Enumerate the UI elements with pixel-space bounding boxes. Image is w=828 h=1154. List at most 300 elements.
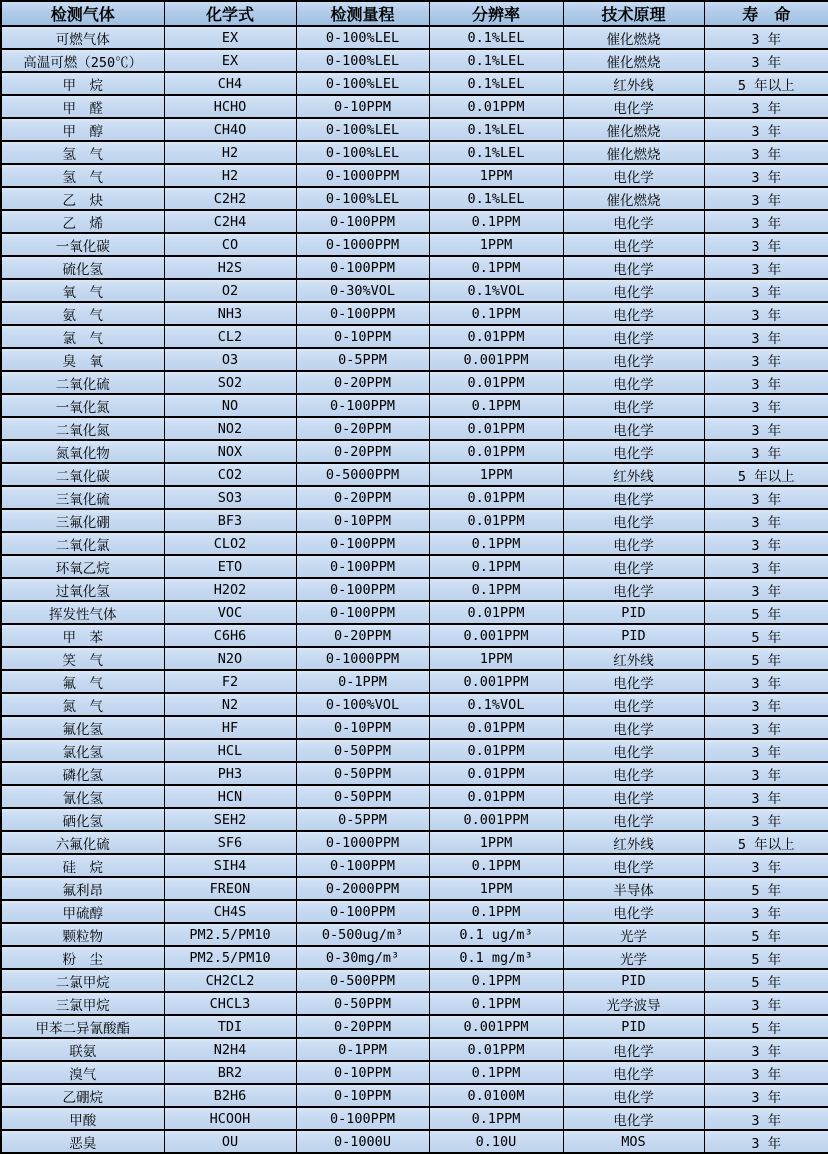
lifespan-cell: 3 年 xyxy=(704,279,828,302)
table-row xyxy=(1,647,828,670)
range-cell: 0-1000PPM xyxy=(296,647,429,670)
formula-cell: SO3 xyxy=(164,486,296,509)
table-row xyxy=(1,785,828,808)
lifespan-cell: 3 年 xyxy=(704,1038,828,1061)
range-cell: 0-1PPM xyxy=(296,670,429,693)
resolution-cell: 0.1PPM xyxy=(429,1107,563,1130)
lifespan-cell: 3 年 xyxy=(704,716,828,739)
formula-cell: HCHO xyxy=(164,95,296,118)
lifespan-cell: 5 年 xyxy=(704,647,828,670)
resolution-cell: 0.01PPM xyxy=(429,371,563,394)
formula-cell: CHCL3 xyxy=(164,992,296,1015)
gas-name-cell: 氮 气 xyxy=(1,693,164,716)
lifespan-cell: 5 年 xyxy=(704,923,828,946)
lifespan-cell: 3 年 xyxy=(704,1061,828,1084)
gas-name-cell: 乙 炔 xyxy=(1,187,164,210)
gas-name-cell: 高温可燃（250℃） xyxy=(1,49,164,72)
resolution-cell: 0.01PPM xyxy=(429,486,563,509)
range-cell: 0-50PPM xyxy=(296,739,429,762)
header-row xyxy=(1,1,828,26)
principle-cell: 半导体 xyxy=(563,877,704,900)
principle-cell: PID xyxy=(563,624,704,647)
formula-cell: C2H4 xyxy=(164,210,296,233)
resolution-cell: 1PPM xyxy=(429,463,563,486)
table-row xyxy=(1,693,828,716)
formula-cell: SF6 xyxy=(164,831,296,854)
formula-cell: HCOOH xyxy=(164,1107,296,1130)
resolution-cell: 0.1PPM xyxy=(429,532,563,555)
gas-name-cell: 磷化氢 xyxy=(1,762,164,785)
gas-name-cell: 臭 氧 xyxy=(1,348,164,371)
lifespan-cell: 5 年以上 xyxy=(704,831,828,854)
table-row xyxy=(1,532,828,555)
gas-name-cell: 氯 气 xyxy=(1,325,164,348)
gas-name-cell: 氢 气 xyxy=(1,164,164,187)
principle-cell: 电化学 xyxy=(563,164,704,187)
table-row xyxy=(1,969,828,992)
gas-name-cell: 氧 气 xyxy=(1,279,164,302)
formula-cell: N2O xyxy=(164,647,296,670)
gas-name-cell: 甲 苯 xyxy=(1,624,164,647)
resolution-cell: 0.1%VOL xyxy=(429,693,563,716)
table-row xyxy=(1,1084,828,1107)
resolution-cell: 0.1PPM xyxy=(429,992,563,1015)
gas-name-cell: 环氧乙烷 xyxy=(1,555,164,578)
principle-cell: 催化燃烧 xyxy=(563,187,704,210)
range-cell: 0-10PPM xyxy=(296,1084,429,1107)
principle-cell: 电化学 xyxy=(563,532,704,555)
range-cell: 0-50PPM xyxy=(296,992,429,1015)
formula-cell: CH2CL2 xyxy=(164,969,296,992)
principle-cell: 催化燃烧 xyxy=(563,26,704,49)
resolution-cell: 0.01PPM xyxy=(429,785,563,808)
lifespan-cell: 5 年 xyxy=(704,624,828,647)
resolution-cell: 0.1PPM xyxy=(429,555,563,578)
formula-cell: PM2.5/PM10 xyxy=(164,946,296,969)
table-row xyxy=(1,233,828,256)
range-cell: 0-50PPM xyxy=(296,785,429,808)
range-cell: 0-1000PPM xyxy=(296,233,429,256)
table-row xyxy=(1,371,828,394)
range-cell: 0-100PPM xyxy=(296,555,429,578)
gas-name-cell: 氨 气 xyxy=(1,302,164,325)
formula-cell: SIH4 xyxy=(164,854,296,877)
header-lifespan: 寿 命 xyxy=(704,1,828,26)
range-cell: 0-100PPM xyxy=(296,394,429,417)
resolution-cell: 0.1 ug/m³ xyxy=(429,923,563,946)
table-row xyxy=(1,486,828,509)
principle-cell: 电化学 xyxy=(563,210,704,233)
resolution-cell: 0.01PPM xyxy=(429,739,563,762)
range-cell: 0-1PPM xyxy=(296,1038,429,1061)
gas-name-cell: 氟化氢 xyxy=(1,716,164,739)
principle-cell: MOS xyxy=(563,1130,704,1153)
resolution-cell: 0.01PPM xyxy=(429,716,563,739)
principle-cell: 电化学 xyxy=(563,371,704,394)
range-cell: 0-30mg/m³ xyxy=(296,946,429,969)
lifespan-cell: 5 年 xyxy=(704,877,828,900)
range-cell: 0-10PPM xyxy=(296,716,429,739)
gas-name-cell: 六氟化硫 xyxy=(1,831,164,854)
range-cell: 0-500PPM xyxy=(296,969,429,992)
principle-cell: 电化学 xyxy=(563,716,704,739)
formula-cell: SEH2 xyxy=(164,808,296,831)
principle-cell: 电化学 xyxy=(563,440,704,463)
lifespan-cell: 5 年以上 xyxy=(704,463,828,486)
resolution-cell: 0.01PPM xyxy=(429,601,563,624)
gas-name-cell: 二氧化氮 xyxy=(1,417,164,440)
lifespan-cell: 5 年 xyxy=(704,1015,828,1038)
table-row xyxy=(1,739,828,762)
formula-cell: ETO xyxy=(164,555,296,578)
table-row xyxy=(1,670,828,693)
principle-cell: PID xyxy=(563,601,704,624)
gas-name-cell: 硫化氢 xyxy=(1,256,164,279)
range-cell: 0-100%LEL xyxy=(296,72,429,95)
range-cell: 0-10PPM xyxy=(296,95,429,118)
formula-cell: NOX xyxy=(164,440,296,463)
formula-cell: HCN xyxy=(164,785,296,808)
principle-cell: 电化学 xyxy=(563,670,704,693)
formula-cell: CH4 xyxy=(164,72,296,95)
principle-cell: 催化燃烧 xyxy=(563,141,704,164)
resolution-cell: 1PPM xyxy=(429,233,563,256)
formula-cell: CO2 xyxy=(164,463,296,486)
range-cell: 0-20PPM xyxy=(296,417,429,440)
gas-name-cell: 一氧化氮 xyxy=(1,394,164,417)
formula-cell: BF3 xyxy=(164,509,296,532)
formula-cell: TDI xyxy=(164,1015,296,1038)
lifespan-cell: 3 年 xyxy=(704,417,828,440)
formula-cell: VOC xyxy=(164,601,296,624)
resolution-cell: 0.01PPM xyxy=(429,95,563,118)
lifespan-cell: 3 年 xyxy=(704,118,828,141)
gas-name-cell: 甲硫醇 xyxy=(1,900,164,923)
principle-cell: 红外线 xyxy=(563,72,704,95)
table-row xyxy=(1,1061,828,1084)
lifespan-cell: 3 年 xyxy=(704,210,828,233)
principle-cell: 电化学 xyxy=(563,486,704,509)
principle-cell: PID xyxy=(563,1015,704,1038)
lifespan-cell: 3 年 xyxy=(704,187,828,210)
lifespan-cell: 3 年 xyxy=(704,302,828,325)
range-cell: 0-20PPM xyxy=(296,486,429,509)
table-row xyxy=(1,210,828,233)
range-cell: 0-100%VOL xyxy=(296,693,429,716)
resolution-cell: 0.1%LEL xyxy=(429,26,563,49)
resolution-cell: 0.1%LEL xyxy=(429,118,563,141)
gas-name-cell: 二氯甲烷 xyxy=(1,969,164,992)
range-cell: 0-30%VOL xyxy=(296,279,429,302)
principle-cell: 电化学 xyxy=(563,1084,704,1107)
gas-name-cell: 三氯甲烷 xyxy=(1,992,164,1015)
table-row xyxy=(1,808,828,831)
gas-name-cell: 氟利昂 xyxy=(1,877,164,900)
lifespan-cell: 3 年 xyxy=(704,95,828,118)
lifespan-cell: 3 年 xyxy=(704,762,828,785)
lifespan-cell: 3 年 xyxy=(704,141,828,164)
formula-cell: NO xyxy=(164,394,296,417)
table-row xyxy=(1,923,828,946)
range-cell: 0-100PPM xyxy=(296,210,429,233)
range-cell: 0-20PPM xyxy=(296,440,429,463)
table-row xyxy=(1,1130,828,1153)
lifespan-cell: 3 年 xyxy=(704,739,828,762)
resolution-cell: 0.01PPM xyxy=(429,509,563,532)
table-row xyxy=(1,946,828,969)
gas-name-cell: 甲 烷 xyxy=(1,72,164,95)
table-row xyxy=(1,900,828,923)
resolution-cell: 0.1PPM xyxy=(429,969,563,992)
principle-cell: 电化学 xyxy=(563,279,704,302)
header-principle: 技术原理 xyxy=(563,1,704,26)
table-row xyxy=(1,348,828,371)
resolution-cell: 0.01PPM xyxy=(429,325,563,348)
formula-cell: PH3 xyxy=(164,762,296,785)
resolution-cell: 0.10U xyxy=(429,1130,563,1153)
lifespan-cell: 3 年 xyxy=(704,49,828,72)
principle-cell: 电化学 xyxy=(563,808,704,831)
resolution-cell: 0.1PPM xyxy=(429,854,563,877)
principle-cell: 电化学 xyxy=(563,233,704,256)
range-cell: 0-500ug/m³ xyxy=(296,923,429,946)
formula-cell: N2 xyxy=(164,693,296,716)
lifespan-cell: 3 年 xyxy=(704,693,828,716)
range-cell: 0-10PPM xyxy=(296,509,429,532)
gas-name-cell: 三氧化硫 xyxy=(1,486,164,509)
gas-name-cell: 过氧化氢 xyxy=(1,578,164,601)
principle-cell: 红外线 xyxy=(563,463,704,486)
principle-cell: 电化学 xyxy=(563,555,704,578)
table-row xyxy=(1,256,828,279)
formula-cell: H2 xyxy=(164,141,296,164)
formula-cell: CO xyxy=(164,233,296,256)
gas-name-cell: 硅 烷 xyxy=(1,854,164,877)
table-row xyxy=(1,72,828,95)
principle-cell: 电化学 xyxy=(563,509,704,532)
lifespan-cell: 3 年 xyxy=(704,532,828,555)
formula-cell: C2H2 xyxy=(164,187,296,210)
resolution-cell: 0.001PPM xyxy=(429,1015,563,1038)
lifespan-cell: 5 年 xyxy=(704,969,828,992)
range-cell: 0-100%LEL xyxy=(296,141,429,164)
formula-cell: CH4O xyxy=(164,118,296,141)
header-formula: 化学式 xyxy=(164,1,296,26)
table-header xyxy=(1,1,828,26)
gas-name-cell: 乙 烯 xyxy=(1,210,164,233)
lifespan-cell: 3 年 xyxy=(704,1107,828,1130)
lifespan-cell: 3 年 xyxy=(704,1084,828,1107)
range-cell: 0-100PPM xyxy=(296,578,429,601)
principle-cell: 电化学 xyxy=(563,95,704,118)
principle-cell: 电化学 xyxy=(563,302,704,325)
formula-cell: HF xyxy=(164,716,296,739)
table-row xyxy=(1,164,828,187)
resolution-cell: 0.1%VOL xyxy=(429,279,563,302)
gas-name-cell: 氯化氢 xyxy=(1,739,164,762)
lifespan-cell: 3 年 xyxy=(704,440,828,463)
range-cell: 0-20PPM xyxy=(296,624,429,647)
gas-name-cell: 甲 醛 xyxy=(1,95,164,118)
lifespan-cell: 5 年 xyxy=(704,601,828,624)
lifespan-cell: 3 年 xyxy=(704,256,828,279)
gas-name-cell: 一氧化碳 xyxy=(1,233,164,256)
lifespan-cell: 3 年 xyxy=(704,785,828,808)
gas-name-cell: 可燃气体 xyxy=(1,26,164,49)
formula-cell: N2H4 xyxy=(164,1038,296,1061)
resolution-cell: 0.001PPM xyxy=(429,670,563,693)
header-resolution: 分辨率 xyxy=(429,1,563,26)
formula-cell: O2 xyxy=(164,279,296,302)
lifespan-cell: 3 年 xyxy=(704,670,828,693)
range-cell: 0-100PPM xyxy=(296,1107,429,1130)
lifespan-cell: 3 年 xyxy=(704,486,828,509)
range-cell: 0-1000PPM xyxy=(296,164,429,187)
lifespan-cell: 3 年 xyxy=(704,394,828,417)
lifespan-cell: 3 年 xyxy=(704,233,828,256)
table-row xyxy=(1,463,828,486)
table-row xyxy=(1,26,828,49)
gas-name-cell: 二氧化氯 xyxy=(1,532,164,555)
table-row xyxy=(1,440,828,463)
lifespan-cell: 3 年 xyxy=(704,325,828,348)
lifespan-cell: 3 年 xyxy=(704,371,828,394)
resolution-cell: 1PPM xyxy=(429,877,563,900)
lifespan-cell: 3 年 xyxy=(704,854,828,877)
gas-name-cell: 三氟化硼 xyxy=(1,509,164,532)
table-row xyxy=(1,394,828,417)
formula-cell: PM2.5/PM10 xyxy=(164,923,296,946)
lifespan-cell: 3 年 xyxy=(704,578,828,601)
range-cell: 0-5000PPM xyxy=(296,463,429,486)
resolution-cell: 0.01PPM xyxy=(429,417,563,440)
lifespan-cell: 3 年 xyxy=(704,555,828,578)
gas-name-cell: 挥发性气体 xyxy=(1,601,164,624)
principle-cell: 电化学 xyxy=(563,693,704,716)
gas-name-cell: 联氨 xyxy=(1,1038,164,1061)
table-row xyxy=(1,1107,828,1130)
principle-cell: 电化学 xyxy=(563,762,704,785)
range-cell: 0-100PPM xyxy=(296,854,429,877)
range-cell: 0-5PPM xyxy=(296,808,429,831)
table-row xyxy=(1,325,828,348)
principle-cell: PID xyxy=(563,969,704,992)
gas-name-cell: 硒化氢 xyxy=(1,808,164,831)
range-cell: 0-1000U xyxy=(296,1130,429,1153)
principle-cell: 电化学 xyxy=(563,1038,704,1061)
table-row xyxy=(1,762,828,785)
gas-name-cell: 氢 气 xyxy=(1,141,164,164)
table-row xyxy=(1,1015,828,1038)
formula-cell: NO2 xyxy=(164,417,296,440)
formula-cell: HCL xyxy=(164,739,296,762)
gas-name-cell: 二氧化硫 xyxy=(1,371,164,394)
formula-cell: EX xyxy=(164,26,296,49)
resolution-cell: 0.1PPM xyxy=(429,210,563,233)
range-cell: 0-20PPM xyxy=(296,371,429,394)
formula-cell: H2O2 xyxy=(164,578,296,601)
formula-cell: C6H6 xyxy=(164,624,296,647)
formula-cell: H2S xyxy=(164,256,296,279)
principle-cell: 电化学 xyxy=(563,325,704,348)
principle-cell: 红外线 xyxy=(563,647,704,670)
resolution-cell: 0.1%LEL xyxy=(429,141,563,164)
formula-cell: CH4S xyxy=(164,900,296,923)
resolution-cell: 0.1PPM xyxy=(429,302,563,325)
gas-name-cell: 氰化氢 xyxy=(1,785,164,808)
gas-name-cell: 溴气 xyxy=(1,1061,164,1084)
principle-cell: 电化学 xyxy=(563,854,704,877)
principle-cell: 催化燃烧 xyxy=(563,118,704,141)
principle-cell: 电化学 xyxy=(563,394,704,417)
lifespan-cell: 5 年 xyxy=(704,946,828,969)
table-row xyxy=(1,555,828,578)
gas-name-cell: 甲 醇 xyxy=(1,118,164,141)
table-row xyxy=(1,578,828,601)
principle-cell: 电化学 xyxy=(563,578,704,601)
lifespan-cell: 3 年 xyxy=(704,1130,828,1153)
principle-cell: 电化学 xyxy=(563,348,704,371)
range-cell: 0-1000PPM xyxy=(296,831,429,854)
resolution-cell: 0.1%LEL xyxy=(429,187,563,210)
formula-cell: NH3 xyxy=(164,302,296,325)
resolution-cell: 1PPM xyxy=(429,164,563,187)
range-cell: 0-2000PPM xyxy=(296,877,429,900)
range-cell: 0-100PPM xyxy=(296,302,429,325)
table-row xyxy=(1,187,828,210)
range-cell: 0-20PPM xyxy=(296,1015,429,1038)
range-cell: 0-5PPM xyxy=(296,348,429,371)
table-row xyxy=(1,601,828,624)
lifespan-cell: 3 年 xyxy=(704,348,828,371)
resolution-cell: 0.001PPM xyxy=(429,624,563,647)
resolution-cell: 0.001PPM xyxy=(429,808,563,831)
range-cell: 0-100PPM xyxy=(296,532,429,555)
lifespan-cell: 3 年 xyxy=(704,26,828,49)
table-row xyxy=(1,509,828,532)
table-row xyxy=(1,417,828,440)
table-row xyxy=(1,854,828,877)
resolution-cell: 0.1%LEL xyxy=(429,72,563,95)
lifespan-cell: 3 年 xyxy=(704,509,828,532)
principle-cell: 光学 xyxy=(563,946,704,969)
table-row xyxy=(1,49,828,72)
resolution-cell: 0.001PPM xyxy=(429,348,563,371)
gas-name-cell: 二氧化碳 xyxy=(1,463,164,486)
table-row xyxy=(1,118,828,141)
header-gas-name: 检测气体 xyxy=(1,1,164,26)
lifespan-cell: 3 年 xyxy=(704,900,828,923)
range-cell: 0-100PPM xyxy=(296,601,429,624)
table-row xyxy=(1,992,828,1015)
principle-cell: 电化学 xyxy=(563,1107,704,1130)
lifespan-cell: 3 年 xyxy=(704,164,828,187)
principle-cell: 电化学 xyxy=(563,739,704,762)
formula-cell: CL2 xyxy=(164,325,296,348)
principle-cell: 电化学 xyxy=(563,785,704,808)
range-cell: 0-100%LEL xyxy=(296,118,429,141)
gas-name-cell: 粉 尘 xyxy=(1,946,164,969)
lifespan-cell: 3 年 xyxy=(704,808,828,831)
gas-name-cell: 氟 气 xyxy=(1,670,164,693)
table-row xyxy=(1,279,828,302)
resolution-cell: 0.1 mg/m³ xyxy=(429,946,563,969)
range-cell: 0-100%LEL xyxy=(296,187,429,210)
resolution-cell: 0.01PPM xyxy=(429,1038,563,1061)
table-body xyxy=(1,26,828,1153)
range-cell: 0-100%LEL xyxy=(296,49,429,72)
resolution-cell: 0.1PPM xyxy=(429,256,563,279)
